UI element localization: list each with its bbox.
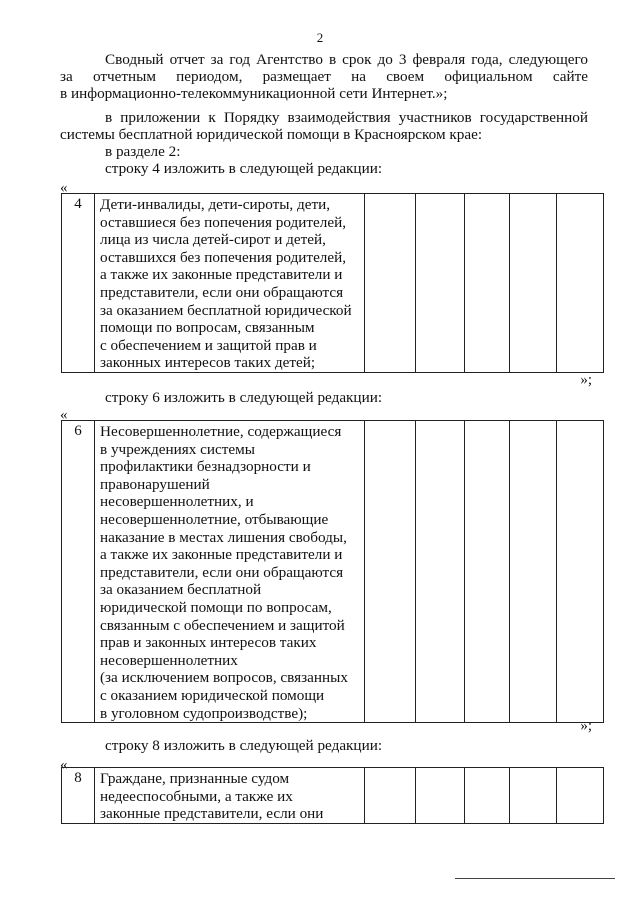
row-4-line: с обеспечением и защитой прав и	[100, 336, 317, 354]
row-8-number: 8	[62, 768, 95, 824]
table-row-8	[61, 767, 604, 824]
row-4-number: 4	[62, 194, 95, 373]
row-4-cell-empty	[465, 194, 510, 373]
row-4-cell-empty	[416, 194, 465, 373]
row-6-line: несовершеннолетних, и	[100, 493, 254, 511]
row-6-line: профилактики безнадзорности и	[100, 458, 311, 476]
row-4-line: а также их законные представители и	[100, 266, 343, 284]
row-8-cell-empty	[465, 768, 510, 824]
open-quote-row4: «	[60, 180, 68, 196]
row-4-line: Дети-инвалиды, дети-сироты, дети,	[100, 196, 331, 213]
close-quote-row4: »;	[580, 372, 592, 388]
row-6-line: юридической помощи по вопросам,	[100, 598, 332, 616]
table-row-4	[61, 193, 604, 373]
open-quote-row8: «	[60, 757, 68, 773]
intro-line-1: Сводный отчет за год Агентство в срок до 3 февраля года, следующего	[105, 51, 588, 68]
row-6-line: Несовершеннолетние, содержащиеся	[100, 423, 342, 440]
row-6-line: наказание в местах лишения свободы,	[100, 528, 347, 546]
row-6-line: с оказанием юридической помощи	[100, 686, 325, 704]
row-6-description	[95, 421, 365, 723]
row-6-line: несовершеннолетних	[100, 651, 238, 669]
intro-line-4: в приложении к Порядку взаимодействия участников государственной	[105, 109, 588, 126]
row6-heading: строку 6 изложить в следующей редакции:	[105, 389, 383, 406]
row-6-line: правонарушений	[100, 475, 210, 493]
row-4-line: оставшиеся без попечения родителей,	[100, 213, 347, 231]
row-6-cell-empty	[365, 421, 416, 723]
row-8-line: законные представители, если они	[100, 805, 324, 823]
intro-line-2: за отчетным периодом, размещает на своем официальном сайте	[60, 68, 588, 85]
row-8-description	[95, 768, 365, 824]
row-8-line: недееспособными, а также их	[100, 787, 293, 805]
row-6-line: представители, если они обращаются	[100, 563, 344, 581]
close-quote-row6: »;	[580, 718, 592, 734]
row-6-line: несовершеннолетние, отбывающие	[100, 510, 329, 528]
intro-line-3: в информационно-телекоммуникационной сети Интернет.»;	[60, 85, 448, 102]
row-4-cell-empty	[557, 194, 604, 373]
row-6-line: в учреждениях системы	[100, 440, 255, 458]
row-6-line: связанным с обеспечением и защитой	[100, 616, 345, 634]
intro-line-5: системы бесплатной юридической помощи в Красноярском крае:	[60, 126, 483, 143]
row-6-line: за оказанием бесплатной	[100, 581, 262, 599]
row-8-cell-empty	[557, 768, 604, 824]
row-6-line: а также их законные представители и	[100, 546, 343, 564]
row-8-cell-empty	[510, 768, 557, 824]
row-6-cell-empty	[510, 421, 557, 723]
row-6-line: прав и законных интересов таких	[100, 634, 317, 652]
row8-heading: строку 8 изложить в следующей редакции:	[105, 737, 383, 754]
page-number: 2	[316, 30, 324, 45]
row-4-line: представители, если они обращаются	[100, 283, 344, 301]
intro-line-6: в разделе 2:	[105, 143, 181, 160]
table-row-6	[61, 420, 604, 723]
row-4-line: за оказанием бесплатной юридической	[100, 301, 352, 319]
intro-line-7: строку 4 изложить в следующей редакции:	[105, 160, 383, 177]
row-4-line: помощи по вопросам, связанным	[100, 319, 315, 337]
row-6-cell-empty	[416, 421, 465, 723]
row-4-cell-empty	[365, 194, 416, 373]
row-4-description	[95, 194, 365, 373]
open-quote-row6: «	[60, 407, 68, 423]
row-8-line: Граждане, признанные судом	[100, 770, 290, 787]
row-4-line: законных интересов таких детей;	[100, 354, 316, 372]
row-6-line: в уголовном судопроизводстве);	[100, 704, 308, 722]
row-4-line: лица из числа детей-сирот и детей,	[100, 231, 326, 249]
footer-rule	[455, 878, 615, 879]
row-4-cell-empty	[510, 194, 557, 373]
row-8-cell-empty	[365, 768, 416, 824]
row-6-cell-empty	[465, 421, 510, 723]
row-6-line: (за исключением вопросов, связанных	[100, 669, 348, 687]
row-6-cell-empty	[557, 421, 604, 723]
row-6-number: 6	[62, 421, 95, 723]
row-4-line: оставшихся без попечения родителей,	[100, 248, 347, 266]
row-8-cell-empty	[416, 768, 465, 824]
